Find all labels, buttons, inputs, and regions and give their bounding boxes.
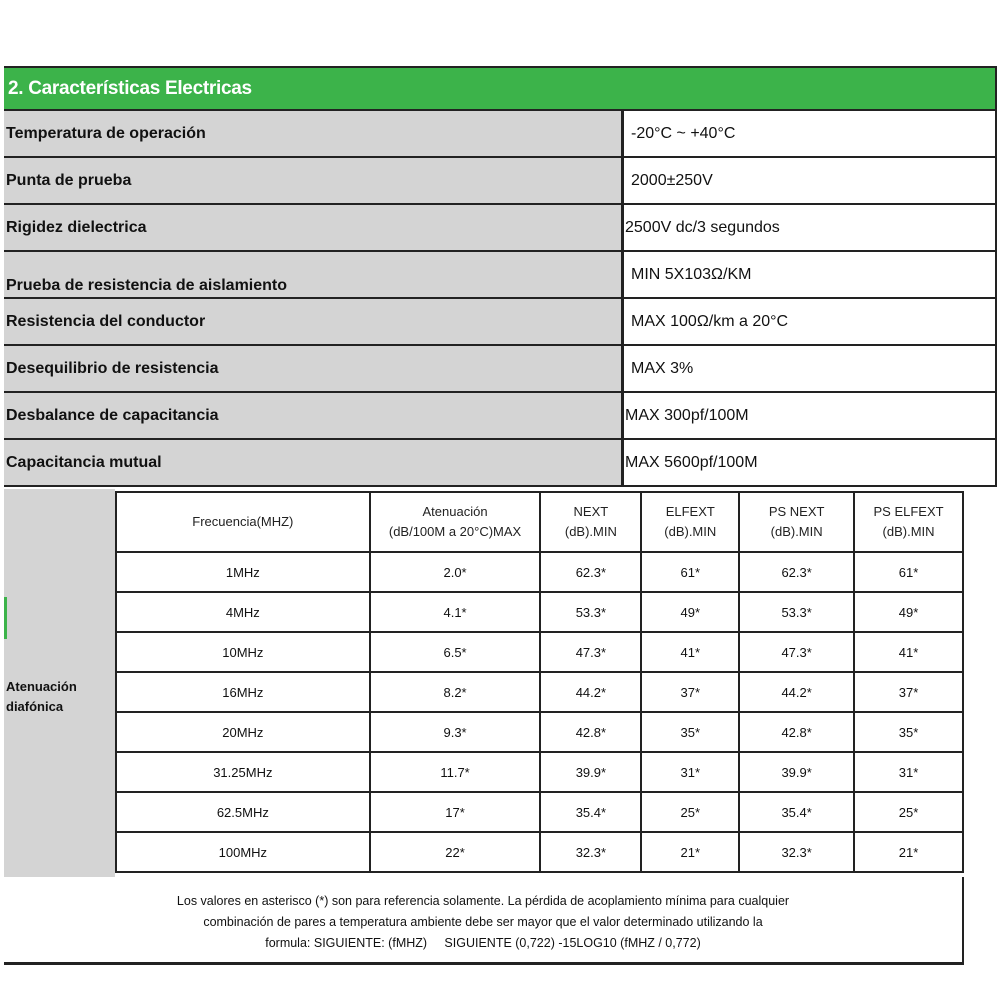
spec-label: Resistencia del conductor: [6, 313, 206, 330]
spec-row: [4, 393, 997, 440]
cell-ps-next: 42.8*: [739, 712, 854, 752]
cell-attenuation: 2.0*: [370, 552, 541, 592]
spec-value: MAX 300pf/100M: [625, 407, 749, 424]
cell-next: 44.2*: [540, 672, 641, 712]
spec-row: [4, 299, 997, 346]
col-header-ps-elfext: PS ELFEXT (dB).MIN: [854, 492, 963, 552]
cell-elfext: 37*: [641, 672, 739, 712]
table-row: [116, 552, 963, 592]
attenuation-section: [4, 489, 964, 877]
cell-ps-next: 39.9*: [739, 752, 854, 792]
section-title-bar: [4, 66, 997, 111]
cell-elfext: 49*: [641, 592, 739, 632]
cell-ps-next: 44.2*: [739, 672, 854, 712]
cell-ps-next: 47.3*: [739, 632, 854, 672]
col-header-elfext: ELFEXT (dB).MIN: [641, 492, 739, 552]
cell-frequency: 100MHz: [116, 832, 370, 872]
cell-ps-elfext: 25*: [854, 792, 963, 832]
section-title: 2. Características Electricas: [8, 78, 252, 99]
col-header-frequency: Frecuencia(MHZ): [116, 492, 370, 552]
green-accent-mark: [4, 597, 7, 639]
cell-ps-next: 32.3*: [739, 832, 854, 872]
table-row: [116, 792, 963, 832]
cell-elfext: 25*: [641, 792, 739, 832]
spec-label: Capacitancia mutual: [6, 454, 162, 471]
spec-value: MAX 5600pf/100M: [625, 454, 758, 471]
footnote-line-3: formula: SIGUIENTE: (fMHZ) SIGUIENTE (0,722) -15LOG10 (fMHZ / 0,772): [265, 936, 701, 950]
cell-ps-elfext: 35*: [854, 712, 963, 752]
cell-next: 62.3*: [540, 552, 641, 592]
cell-attenuation: 17*: [370, 792, 541, 832]
cell-next: 47.3*: [540, 632, 641, 672]
spec-label: Desbalance de capacitancia: [6, 407, 219, 424]
cell-elfext: 35*: [641, 712, 739, 752]
spec-value: MAX 100Ω/km a 20°C: [631, 313, 789, 330]
cell-elfext: 61*: [641, 552, 739, 592]
col-header-attenuation: Atenuación (dB/100M a 20°C)MAX: [370, 492, 541, 552]
spec-value: MAX 3%: [631, 360, 694, 377]
spec-label: Punta de prueba: [6, 172, 132, 189]
spec-label: Prueba de resistencia de aislamiento: [6, 277, 288, 294]
table-row: [116, 752, 963, 792]
spec-row: [4, 158, 997, 205]
table-row: [116, 712, 963, 752]
cell-ps-elfext: 21*: [854, 832, 963, 872]
cell-next: 39.9*: [540, 752, 641, 792]
attenuation-side-label: Atenuación diafónica: [6, 679, 77, 714]
cell-next: 53.3*: [540, 592, 641, 632]
cell-elfext: 21*: [641, 832, 739, 872]
cell-ps-next: 53.3*: [739, 592, 854, 632]
spec-label: Desequilibrio de resistencia: [6, 360, 219, 377]
spec-value: MIN 5X103Ω/KM: [631, 266, 752, 283]
cell-next: 32.3*: [540, 832, 641, 872]
spec-row: [4, 252, 997, 299]
table-row: [116, 672, 963, 712]
cell-ps-elfext: 37*: [854, 672, 963, 712]
cell-attenuation: 9.3*: [370, 712, 541, 752]
spec-row: [4, 205, 997, 252]
cell-ps-elfext: 31*: [854, 752, 963, 792]
cell-elfext: 41*: [641, 632, 739, 672]
col-header-next: NEXT (dB).MIN: [540, 492, 641, 552]
spec-label: Rigidez dielectrica: [6, 219, 147, 236]
spec-row: [4, 440, 997, 487]
footnote-line-2: combinación de pares a temperatura ambiente debe ser mayor que el valor determinado utilizando la: [203, 915, 763, 929]
attenuation-table: [115, 491, 964, 873]
spec-row: [4, 111, 997, 158]
footnote-line-1: Los valores en asterisco (*) son para referencia solamente. La pérdida de acoplamiento mínima para cualquier: [176, 894, 790, 908]
table-row: [116, 832, 963, 872]
cell-frequency: 10MHz: [116, 632, 370, 672]
cell-ps-elfext: 49*: [854, 592, 963, 632]
spec-value: -20°C ~ +40°C: [631, 125, 736, 142]
cell-next: 42.8*: [540, 712, 641, 752]
cell-attenuation: 11.7*: [370, 752, 541, 792]
attenuation-side-label-cell: [4, 489, 115, 877]
cell-attenuation: 22*: [370, 832, 541, 872]
cell-frequency: 16MHz: [116, 672, 370, 712]
cell-ps-next: 62.3*: [739, 552, 854, 592]
cell-frequency: 4MHz: [116, 592, 370, 632]
cell-attenuation: 4.1*: [370, 592, 541, 632]
cell-elfext: 31*: [641, 752, 739, 792]
cell-frequency: 62.5MHz: [116, 792, 370, 832]
cell-frequency: 31.25MHz: [116, 752, 370, 792]
spec-value: 2500V dc/3 segundos: [625, 219, 780, 236]
table-row: [116, 592, 963, 632]
col-header-ps-next: PS NEXT (dB).MIN: [739, 492, 854, 552]
cell-attenuation: 8.2*: [370, 672, 541, 712]
spec-table: [4, 111, 997, 487]
table-row: [116, 632, 963, 672]
cell-frequency: 1MHz: [116, 552, 370, 592]
table-header-row: [116, 492, 963, 552]
cell-ps-elfext: 41*: [854, 632, 963, 672]
cell-ps-next: 35.4*: [739, 792, 854, 832]
cell-ps-elfext: 61*: [854, 552, 963, 592]
spec-value: 2000±250V: [631, 172, 713, 189]
spec-row: [4, 346, 997, 393]
cell-attenuation: 6.5*: [370, 632, 541, 672]
footnote: [4, 877, 964, 965]
cell-next: 35.4*: [540, 792, 641, 832]
cell-frequency: 20MHz: [116, 712, 370, 752]
spec-label: Temperatura de operación: [6, 125, 206, 142]
